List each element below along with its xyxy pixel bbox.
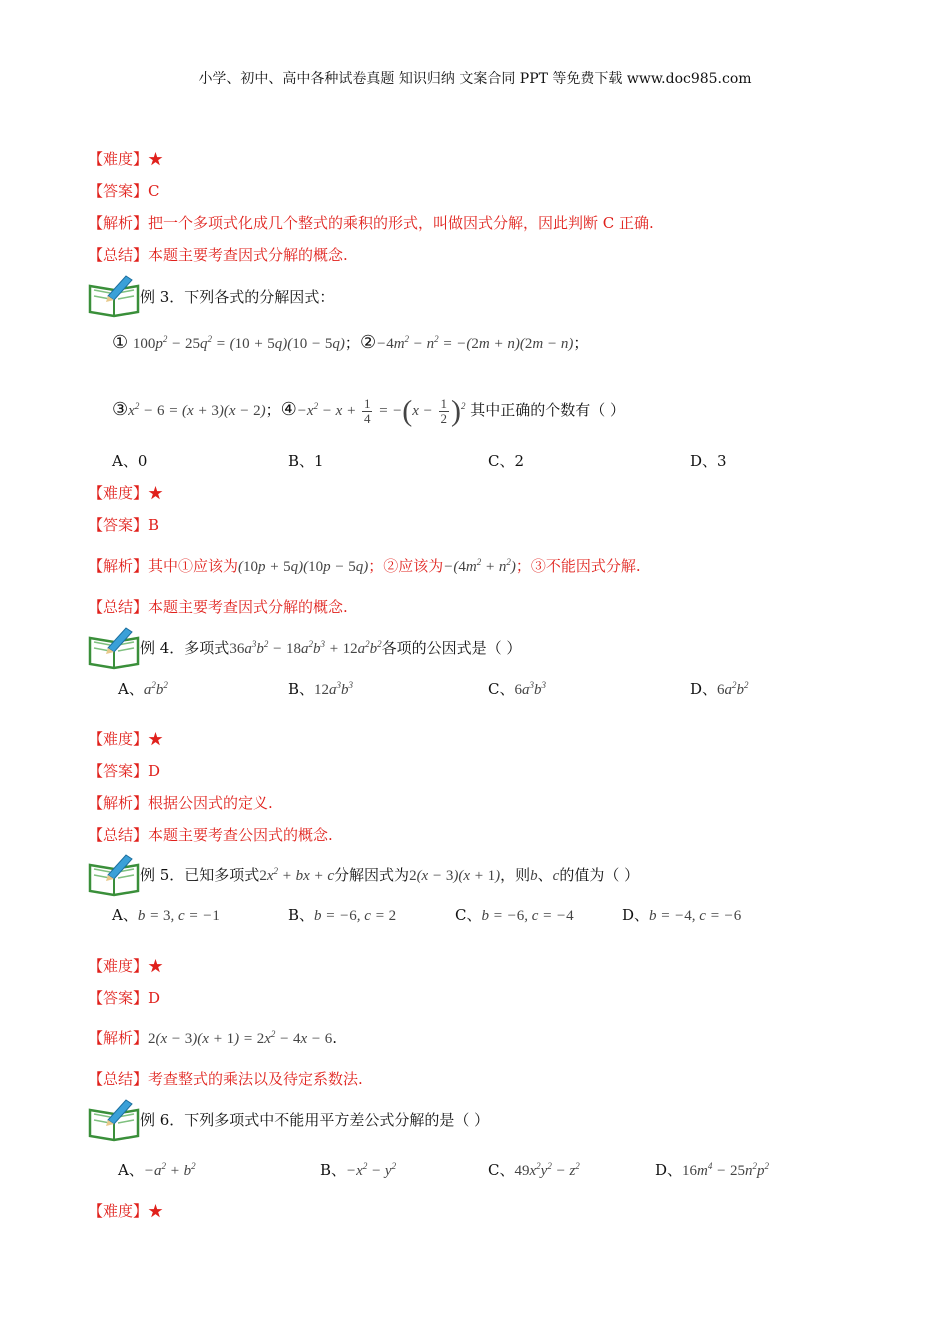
ex3-formula-row2: $③x^2 - 6 = (x + 3)(x - 2)$；$④-x^2 - x$ + $\frac{1}{4}$ = −(x − $\frac{1}{2}$ )$^2$ 其中正确的个数有（ ） [112,394,626,428]
summary-line-4 [88,824,333,846]
ex3-option-c[interactable]: C、2 [488,452,525,470]
ex3-option-a[interactable]: A、0 [112,452,148,470]
summary-text: 本题主要考查因式分解的概念. [148,598,348,616]
ex6-option-c[interactable]: C、$49x^2y^2 - z^2$ [488,1161,580,1179]
star-icon: ★ [148,150,164,168]
star-icon: ★ [148,484,164,502]
difficulty-line-5 [88,955,163,977]
ex4-option-c[interactable]: C、$6a^3b^3$ [488,680,546,698]
circle-4: ④ [280,399,297,420]
analysis-text: 其中①应该为 [148,557,239,575]
answer-value: C [148,182,160,200]
analysis-label: 【解析】 [88,794,149,812]
summary-label: 【总结】 [88,246,149,264]
summary-label: 【总结】 [88,598,149,616]
separator: ； [573,334,589,352]
answer-value: D [148,989,161,1007]
difficulty-line-4 [88,728,163,750]
ex6-option-d[interactable]: D、$16m^4 - 25n^2p^2$ [655,1161,769,1179]
ex3-option-b[interactable]: B、1 [288,452,324,470]
ex4-option-a[interactable]: A、$a^2b^2$ [118,680,168,698]
answer-value: D [148,762,161,780]
circle-3: ③ [112,399,129,420]
analysis-line-1 [88,212,654,234]
ex5-option-d[interactable]: D、b = −4, c = −6 [622,906,742,924]
page-header: 小学、初中、高中各种试卷真题 知识归纳 文案合同 PPT 等免费下载 www.doc985.com [198,71,752,87]
analysis-text: 根据公因式的定义. [148,794,273,812]
summary-text: 本题主要考查公因式的概念. [148,826,333,844]
book-icon [86,272,142,318]
answer-line-3 [88,514,159,536]
answer-line-1 [88,180,160,202]
analysis-text: ；②应该为 [368,557,444,575]
ex6-option-b[interactable]: B、$-x^2 - y^2$ [320,1161,397,1179]
difficulty-label: 【难度】 [88,730,149,748]
difficulty-line-6 [88,1200,163,1222]
difficulty-line-3 [88,482,163,504]
analysis-line-5: 【解析】$2(x - 3)(x + 1) = 2x^2 - 4x - 6$. [88,1029,338,1047]
book-icon [86,624,142,670]
ex3-question-tail: 其中正确的个数有（ ） [470,401,626,419]
answer-label: 【答案】 [88,516,149,534]
difficulty-label: 【难度】 [88,484,149,502]
answer-label: 【答案】 [88,182,149,200]
ex4-option-b[interactable]: B、$12a^3b^3$ [288,680,354,698]
ex5-option-a[interactable]: A、b = 3, c = −1 [112,906,220,924]
answer-line-5 [88,987,160,1009]
analysis-label: 【解析】 [88,214,149,232]
ex3-title: 例 3．下列各式的分解因式： [140,288,335,306]
ex5-option-c[interactable]: C、b = −6, c = −4 [455,906,574,924]
analysis-text: 把一个多项式化成几个整式的乘积的形式，叫做因式分解，因此判断 C 正确. [148,214,654,232]
circle-1: ① [112,332,129,353]
ex5-title: 例 5．已知多项式$2x^2$ + bx + c分解因式为2(x − 3)(x + 1)，则b、c的值为（ ） [140,866,640,884]
separator: ； [265,401,281,419]
summary-label: 【总结】 [88,1070,149,1088]
difficulty-label: 【难度】 [88,1202,149,1220]
star-icon: ★ [148,957,164,975]
analysis-line-4 [88,792,273,814]
summary-line-5 [88,1068,363,1090]
difficulty-label: 【难度】 [88,957,149,975]
analysis-label: 【解析】 [88,557,149,575]
analysis-label: 【解析】 [88,1029,149,1047]
analysis-text: ；③不能因式分解. [515,557,641,575]
answer-label: 【答案】 [88,762,149,780]
answer-label: 【答案】 [88,989,149,1007]
summary-line-1 [88,244,348,266]
circle-2: ② [359,332,377,353]
answer-line-4 [88,760,160,782]
analysis-line-3: 【解析】其中①应该为(10p + 5q)(10p − 5q)；②应该为$-(4m^2 + n^2)$；③不能因式分解. [88,557,641,575]
star-icon: ★ [148,1202,164,1220]
book-icon [86,851,142,897]
answer-value: B [148,516,160,534]
ex3-option-d[interactable]: D、3 [690,452,727,470]
ex4-title: 例 4．多项式$36a^3b^2 - 18a^2b^3 + 12a^2b^2$各项的公因式是（ ） [140,639,522,657]
ex3-formula-row1: ① $100p^2 - 25q^2 = (10 + 5q)(10 - 5q)$；$②-4m^2 - n^2 = -(2m + n)(2m - n)$； [112,332,589,353]
summary-text: 本题主要考查因式分解的概念. [148,246,348,264]
difficulty-line-1 [88,148,163,170]
ex6-option-a[interactable]: A、$-a^2 + b^2$ [118,1161,196,1179]
book-icon [86,1096,142,1142]
separator: ； [344,334,360,352]
ex4-option-d[interactable]: D、$6a^2b^2$ [690,680,749,698]
difficulty-label: 【难度】 [88,150,149,168]
summary-label: 【总结】 [88,826,149,844]
summary-line-3 [88,596,348,618]
star-icon: ★ [148,730,164,748]
ex5-option-b[interactable]: B、b = −6, c = 2 [288,906,397,924]
ex6-title: 例 6．下列多项式中不能用平方差公式分解的是（ ） [140,1111,490,1129]
summary-text: 考查整式的乘法以及待定系数法. [148,1070,363,1088]
